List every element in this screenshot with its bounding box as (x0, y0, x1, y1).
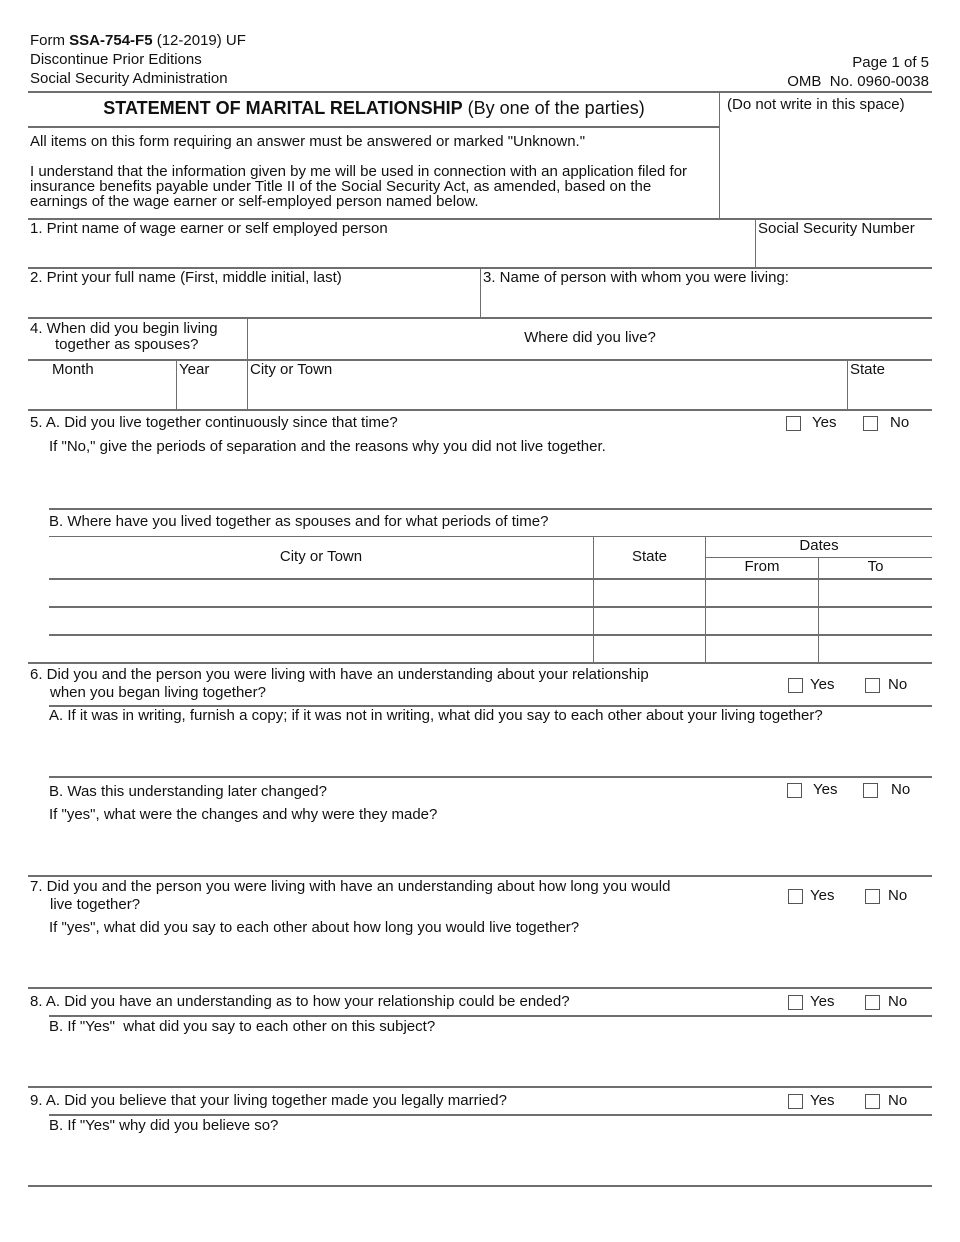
divider (28, 875, 932, 877)
ssn-label: Social Security Number (758, 220, 915, 237)
q6b-label: B. Was this understanding later changed? (49, 783, 327, 800)
q4-label-line: together as spouses? (55, 336, 199, 353)
divider (28, 409, 932, 411)
table-row-from-input[interactable] (709, 610, 818, 634)
no-label: No (888, 676, 908, 693)
no-label: No (891, 781, 911, 798)
divider (28, 126, 720, 128)
form-prefix: Form (30, 32, 70, 49)
q8a-yes-checkbox[interactable] (788, 995, 803, 1010)
q8b-label: B. If "Yes" what did you say to each other on this subject? (49, 1018, 436, 1035)
acknowledgement-line: earnings of the wage earner or self-employed person named below. (30, 193, 479, 210)
title-sub: (By one of the parties) (462, 98, 645, 118)
q8b-answer-input[interactable] (49, 1040, 933, 1086)
ssn-input[interactable] (758, 240, 932, 266)
no-label: No (888, 887, 908, 904)
city-input[interactable] (251, 382, 847, 408)
q8a-no-checkbox[interactable] (865, 995, 880, 1010)
q6a-label: A. If it was in writing, furnish a copy; if it was not in writing, what did you say to each other about your living together? (49, 707, 823, 724)
wage-earner-name-input[interactable] (30, 240, 754, 266)
q7-label (30, 878, 670, 914)
divider (28, 1086, 932, 1088)
q1-label: 1. Print name of wage earner or self employed person (30, 220, 388, 237)
q6a-answer-input[interactable] (49, 728, 933, 776)
q6-label-line: 6. Did you and the person you were living with have an understanding about your relationship (30, 666, 649, 683)
col-state-header: State (631, 548, 668, 565)
divider (28, 359, 932, 361)
form-edition: (12-2019) UF (152, 32, 246, 49)
q7-yes-checkbox[interactable] (788, 889, 803, 904)
divider (28, 987, 932, 989)
divider (176, 360, 177, 409)
q6b-answer-input[interactable] (49, 828, 933, 876)
divider (755, 219, 756, 267)
q7-label-line: live together? (50, 896, 141, 913)
q4-label-line: 4. When did you begin living (30, 320, 218, 337)
table-row-to-input[interactable] (822, 610, 932, 634)
q5a-no-checkbox[interactable] (863, 416, 878, 431)
q2-label: 2. Print your full name (First, middle initial, last) (30, 269, 342, 286)
q6b-yes-checkbox[interactable] (787, 783, 802, 798)
divider (49, 606, 932, 608)
year-input[interactable] (180, 382, 248, 408)
table-row-to-input[interactable] (822, 638, 932, 662)
q4-label (30, 321, 218, 353)
divider (49, 1114, 932, 1116)
divider (847, 360, 848, 409)
divider (49, 1015, 932, 1017)
q6b-no-checkbox[interactable] (863, 783, 878, 798)
col-city-header: City or Town (279, 548, 363, 565)
q7-detail: If "yes", what did you say to each other about how long you would live together? (49, 919, 580, 936)
divider (49, 776, 932, 778)
table-row-city-input[interactable] (52, 638, 593, 662)
yes-label: Yes (810, 676, 835, 693)
acknowledgement (30, 164, 687, 209)
table-row-state-input[interactable] (597, 582, 705, 606)
year-label: Year (179, 361, 210, 378)
month-label: Month (52, 361, 94, 378)
no-label: No (890, 414, 910, 431)
title-main: STATEMENT OF MARITAL RELATIONSHIP (103, 98, 463, 118)
office-use-label: (Do not write in this space) (727, 96, 905, 113)
q9a-no-checkbox[interactable] (865, 1094, 880, 1109)
q6b-detail: If "yes", what were the changes and why were they made? (49, 806, 438, 823)
divider (28, 317, 932, 319)
divider (49, 634, 932, 636)
col-dates-header: Dates (799, 537, 839, 554)
divider (28, 662, 932, 664)
instructions: All items on this form requiring an answer must be answered or marked "Unknown." (30, 133, 586, 150)
table-row-to-input[interactable] (822, 582, 932, 606)
q9b-label: B. If "Yes" why did you believe so? (49, 1117, 279, 1134)
state-input[interactable] (851, 382, 933, 408)
discontinue-note: Discontinue Prior Editions (30, 51, 202, 68)
q9a-yes-checkbox[interactable] (788, 1094, 803, 1109)
q5a-yes-checkbox[interactable] (786, 416, 801, 431)
q5a-answer-input[interactable] (49, 460, 933, 508)
divider (719, 92, 720, 218)
divider (705, 537, 706, 663)
table-row-from-input[interactable] (709, 582, 818, 606)
table-row-state-input[interactable] (597, 638, 705, 662)
page-number: Page 1 of 5 (852, 54, 929, 71)
q9b-answer-input[interactable] (49, 1139, 933, 1185)
q9a-label: 9. A. Did you believe that your living together made you legally married? (30, 1092, 507, 1109)
q3-label: 3. Name of person with whom you were living: (483, 269, 789, 286)
yes-label: Yes (810, 887, 835, 904)
city-label: City or Town (250, 361, 333, 378)
q8a-label: 8. A. Did you have an understanding as to how your relationship could be ended? (30, 993, 570, 1010)
col-from-header: From (744, 558, 780, 575)
q5a-label: 5. A. Did you live together continuously since that time? (30, 414, 398, 431)
full-name-input[interactable] (30, 290, 479, 316)
acknowledgement-line: I understand that the information given by me will be used in connection with an application filed for (30, 163, 688, 180)
acknowledgement-line: insurance benefits payable under Title II of the Social Security Act, as amended, based on the (30, 178, 652, 195)
agency-name: Social Security Administration (30, 70, 228, 87)
table-row-state-input[interactable] (597, 610, 705, 634)
where-label: Where did you live? (524, 329, 656, 346)
q7-label-line: 7. Did you and the person you were living with have an understanding about how long you would (30, 878, 671, 895)
omb-number: OMB No. 0960-0038 (787, 73, 929, 90)
no-label: No (888, 993, 908, 1010)
q7-answer-input[interactable] (49, 940, 933, 988)
yes-label: Yes (812, 414, 837, 431)
table-row-city-input[interactable] (52, 582, 593, 606)
divider (480, 268, 481, 317)
yes-label: Yes (810, 993, 835, 1010)
divider (28, 1185, 932, 1187)
q6-no-checkbox[interactable] (865, 678, 880, 693)
table-row-city-input[interactable] (52, 610, 593, 634)
table-row-from-input[interactable] (709, 638, 818, 662)
q5b-label: B. Where have you lived together as spouses and for what periods of time? (49, 513, 549, 530)
month-input[interactable] (32, 382, 176, 408)
q6-yes-checkbox[interactable] (788, 678, 803, 693)
divider (49, 578, 932, 580)
divider (28, 91, 932, 93)
page-title (28, 98, 720, 119)
form-number: SSA-754-F5 (69, 32, 153, 49)
partner-name-input[interactable] (484, 290, 932, 316)
q5a-detail: If "No," give the periods of separation and the reasons why you did not live together. (49, 438, 606, 455)
col-to-header: To (867, 558, 884, 575)
no-label: No (888, 1092, 908, 1109)
divider (49, 508, 932, 510)
q6-label (30, 666, 649, 702)
form-id (30, 32, 246, 49)
yes-label: Yes (810, 1092, 835, 1109)
q6-label-line: when you began living together? (50, 684, 266, 701)
state-label: State (850, 361, 886, 378)
yes-label: Yes (813, 781, 838, 798)
q7-no-checkbox[interactable] (865, 889, 880, 904)
